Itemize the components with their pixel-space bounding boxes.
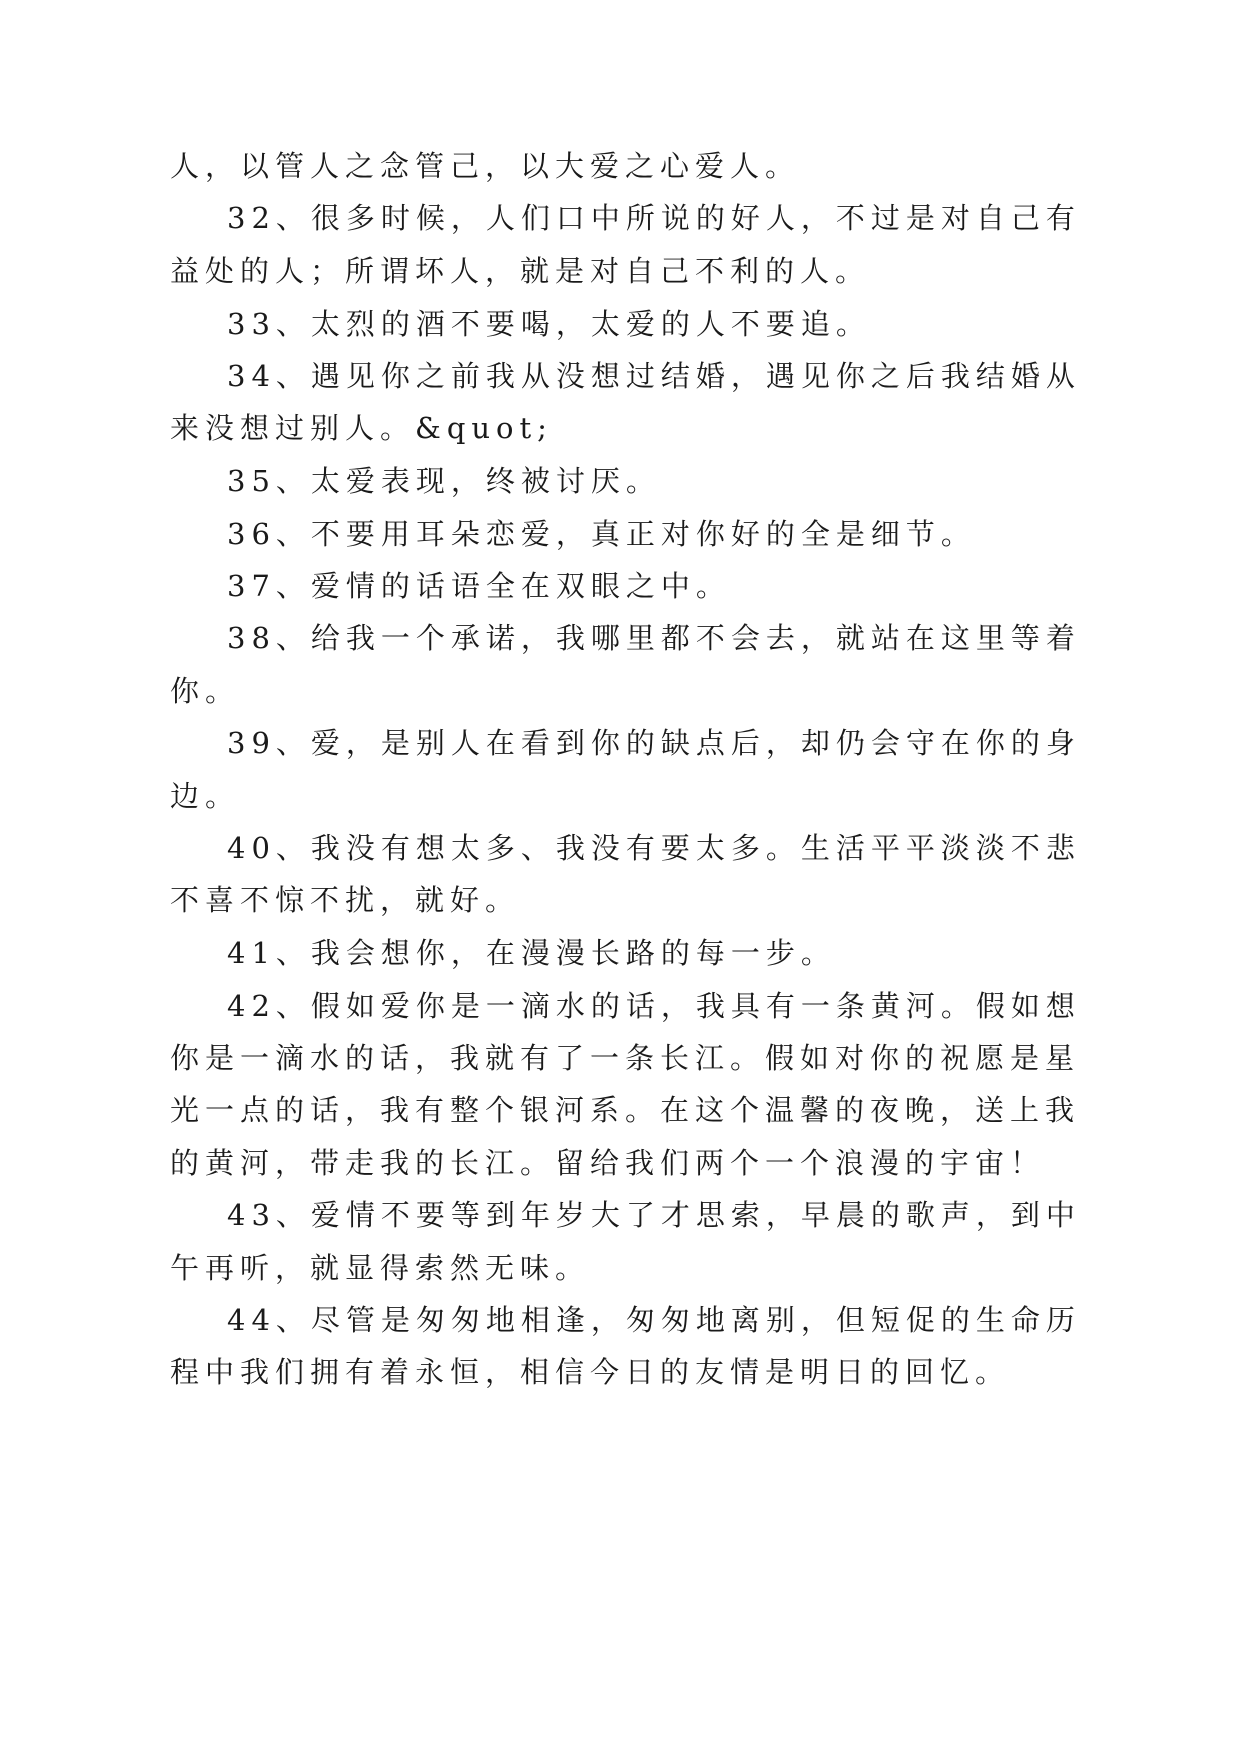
text-line: 41、我会想你，在漫漫长路的每一步。 [227, 936, 836, 970]
text-line: 33、太烈的酒不要喝，太爱的人不要追。 [227, 307, 871, 341]
text-line: 36、不要用耳朵恋爱，真正对你好的全是细节。 [227, 517, 976, 551]
text-line: 35、太爱表现，终被讨厌。 [227, 464, 661, 498]
text-line: 人，以管人之念管己，以大爱之心爱人。 [170, 149, 801, 183]
text-line: 44、尽管是匆匆地相逢，匆匆地离别，但短促的生命历 [227, 1303, 1081, 1337]
text-line: 的黄河，带走我的长江。留给我们两个一个浪漫的宇宙！ [170, 1146, 1046, 1180]
text-line: 程中我们拥有着永恒，相信今日的友情是明日的回忆。 [170, 1355, 1011, 1389]
text-line: 益处的人；所谓坏人，就是对自己不利的人。 [170, 254, 871, 288]
text-line: 午再听，就显得索然无味。 [170, 1251, 591, 1285]
text-line: 你。 [170, 674, 241, 708]
text-line: 来没想过别人。&quot; [170, 411, 553, 445]
text-line: 43、爱情不要等到年岁大了才思索，早晨的歌声，到中 [227, 1198, 1081, 1232]
text-line: 38、给我一个承诺，我哪里都不会去，就站在这里等着 [227, 621, 1081, 655]
text-line: 光一点的话，我有整个银河系。在这个温馨的夜晚，送上我 [170, 1093, 1081, 1127]
text-line: 32、很多时候，人们口中所说的好人，不过是对自己有 [227, 201, 1081, 235]
text-line: 你是一滴水的话，我就有了一条长江。假如对你的祝愿是星 [170, 1041, 1081, 1075]
text-line: 不喜不惊不扰，就好。 [170, 883, 521, 917]
text-line: 34、遇见你之前我从没想过结婚，遇见你之后我结婚从 [227, 359, 1081, 393]
text-line: 39、爱，是别人在看到你的缺点后，却仍会守在你的身 [227, 726, 1081, 760]
text-line: 边。 [170, 779, 241, 813]
text-line: 40、我没有想太多、我没有要太多。生活平平淡淡不悲 [227, 831, 1081, 865]
text-line: 37、爱情的话语全在双眼之中。 [227, 569, 731, 603]
text-line: 42、假如爱你是一滴水的话，我具有一条黄河。假如想 [227, 989, 1081, 1023]
